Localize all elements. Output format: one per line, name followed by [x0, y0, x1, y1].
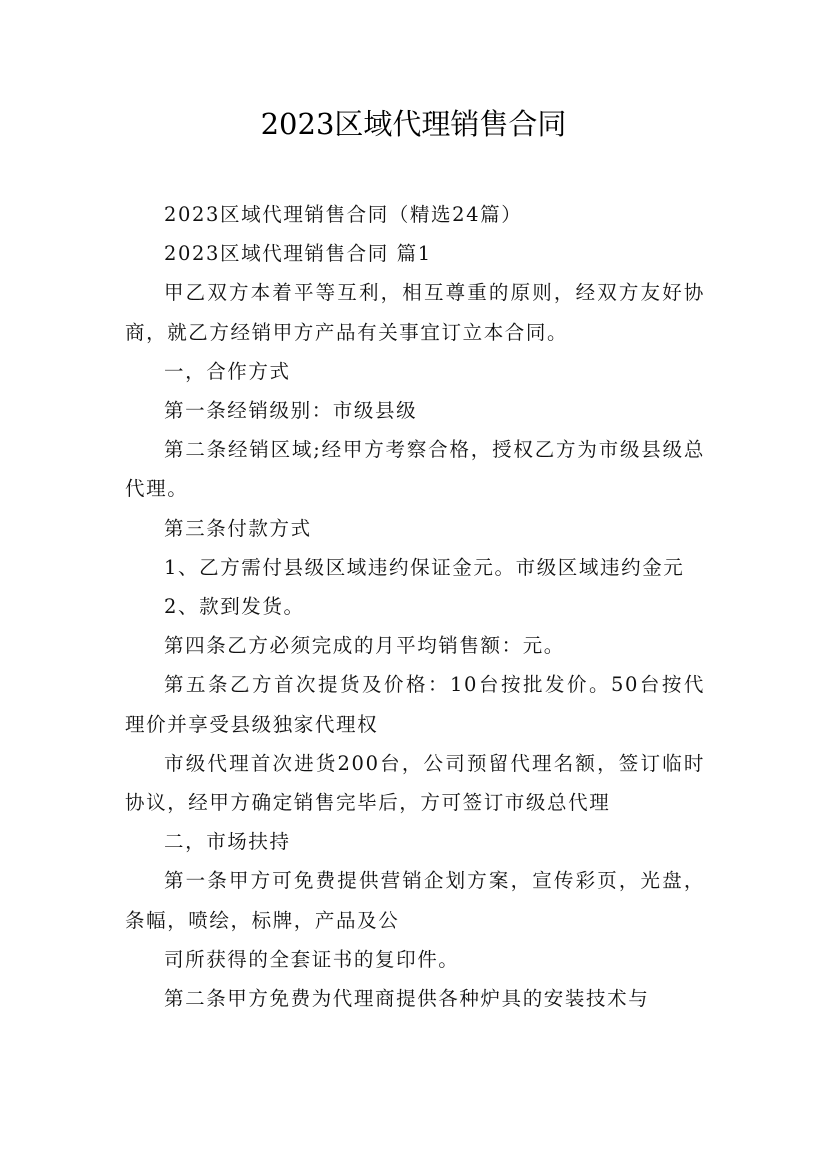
paragraph-clause-monthly-sales: 第四条乙方必须完成的月平均销售额：元。: [164, 634, 565, 658]
paragraph-market-support-heading: 二，市场扶持: [164, 830, 291, 854]
document-body: [125, 195, 705, 1018]
paragraph-clause-installation: 第二条甲方免费为代理商提供各种炉具的安装技术与: [164, 987, 650, 1011]
document-title: 2023区域代理销售合同: [260, 107, 567, 141]
paragraph-clause-distribution-area: 第二条经销区域;经甲方考察合格，授权乙方为市级县级总代理。: [125, 438, 705, 501]
paragraph-clause-first-order: 第五条乙方首次提货及价格：10台按批发价。50台按代理价并享受县级独家代理权: [125, 673, 705, 736]
paragraph-subtitle: 2023区域代理销售合同（精选24篇）: [164, 203, 523, 226]
paragraph-city-agent: 市级代理首次进货200台，公司预留代理名额，签订临时协议，经甲方确定销售完毕后，方可签订市级总代理: [125, 751, 705, 815]
paragraph-section-heading: 2023区域代理销售合同 篇1: [164, 242, 432, 266]
paragraph-certificates: 司所获得的全套证书的复印件。: [164, 947, 460, 971]
paragraph-cooperation-heading: 一，合作方式: [164, 359, 291, 383]
paragraph-clause-marketing-materials: 第一条甲方可免费提供营销企划方案，宣传彩页，光盘，条幅，喷绘，标牌，产品及公: [125, 869, 705, 932]
paragraph-payment-item-1: 1、乙方需付县级区域违约保证金元。市级区域违约金元: [164, 555, 685, 579]
paragraph-clause-distribution-level: 第一条经销级别：市级县级: [164, 399, 418, 423]
paragraph-clause-payment-heading: 第三条付款方式: [164, 516, 312, 540]
paragraph-payment-item-2: 2、款到发货。: [164, 595, 305, 619]
paragraph-preamble: 甲乙双方本着平等互利，相互尊重的原则，经双方友好协商，就乙方经销甲方产品有关事宜订立本合同。: [125, 281, 705, 344]
